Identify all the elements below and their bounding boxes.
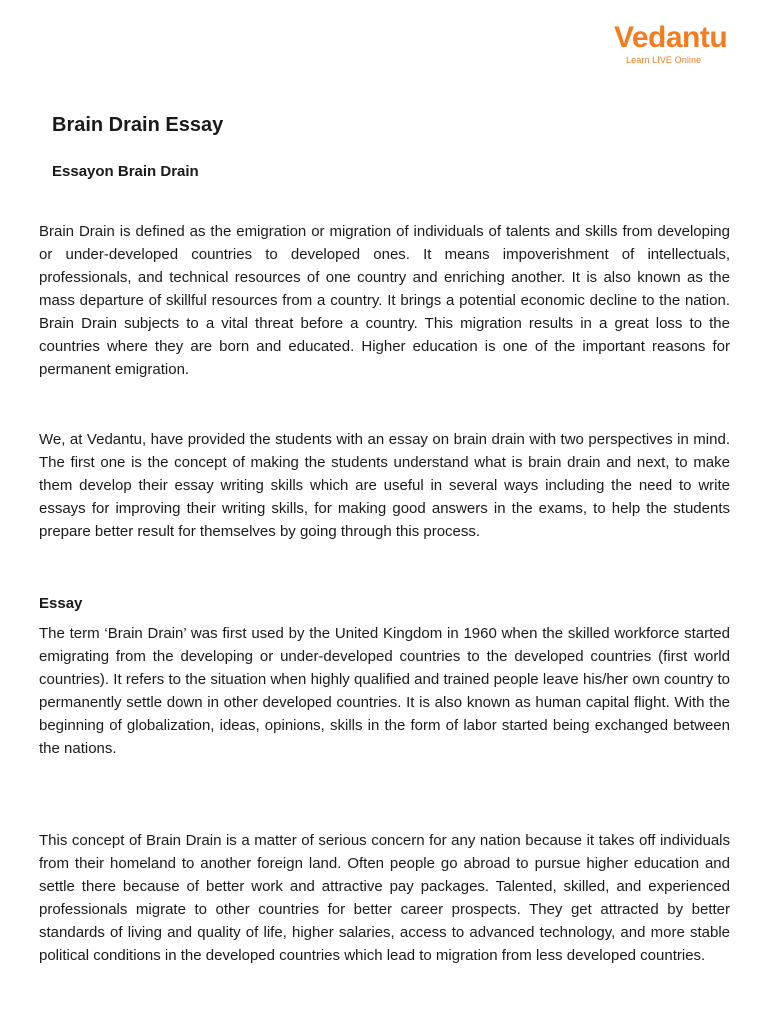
essay-paragraph: The term ‘Brain Drain’ was first used by the United Kingdom in 1960 when the skilled workforce started emigrating from the developing or under-developed countries to the developed countries (first world countries). It refers to the situation when highly qualified and trained people leave his/her own country to permanently settle down in other developed countries. It is also known as human capital flight. With the beginning of globalization, ideas, opinions, skills in the form of labor started being exchanged between the nations.: [39, 625, 730, 757]
vedantu-logo: [614, 21, 728, 72]
vedantu-paragraph: We, at Vedantu, have provided the students with an essay on brain drain with two perspectives in mind. The first one is the concept of making the students understand what is brain drain and next, to make them develop their essay writing skills which are useful in several ways including the need to write essays for improving their writing skills, for making good answers in the exams, to help the students prepare better result for themselves by going through this process.: [39, 431, 730, 540]
essay-paragraph: This concept of Brain Drain is a matter of serious concern for any nation because it takes off individuals from their homeland to another foreign land. Often people go abroad to pursue higher education and settle there because of better work and attractive pay packages. Talented, skilled, and experienced professionals migrate to other countries for better career prospects. They get attracted by better standards of living and quality of life, higher salaries, access to advanced technology, and more stable political conditions in the developed countries which lead to migration from less developed countries.: [39, 832, 730, 964]
intro-paragraph: Brain Drain is defined as the emigration or migration of individuals of talents and skills from developing or under-developed countries to developed ones. It means impoverishment of intellectuals, professionals, and technical resources of one country and enriching another. It is also known as the mass departure of skillful resources from a country. It brings a potential economic decline to the nation. Brain Drain subjects to a vital threat before a country. This migration results in a great loss to the countries where they are born and educated. Higher education is one of the important reasons for permanent emigration.: [39, 223, 730, 378]
essay-heading: Essay: [39, 595, 83, 612]
logo-tagline: Learn LIVE Online: [626, 55, 702, 65]
page-subtitle: Essayon Brain Drain: [52, 163, 199, 180]
page-title: Brain Drain Essay: [52, 114, 224, 136]
logo-wordmark: Vedantu: [614, 21, 728, 54]
